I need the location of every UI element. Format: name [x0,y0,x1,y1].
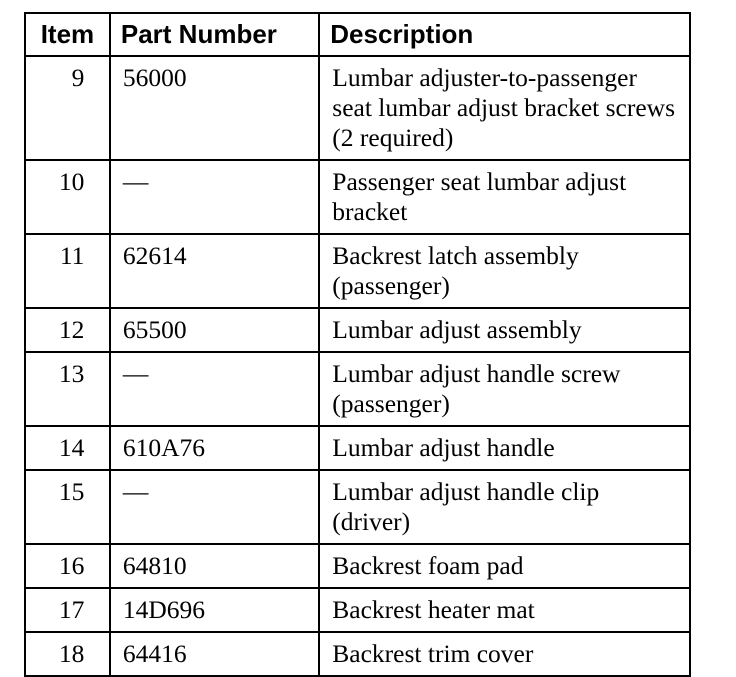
description-cell: Lumbar adjust handle [319,426,690,470]
description-cell: Lumbar adjust handle screw (passenger) [319,352,690,426]
item-number: 18 [58,639,85,668]
description-cell: Backrest trim cover [319,632,690,676]
part-number-cell: — [110,160,319,234]
column-header-description: Description [319,13,690,56]
item-cell [25,632,110,676]
table-row [25,56,690,160]
item-number: 13 [58,359,85,388]
table-row [25,632,690,676]
item-cell [25,160,110,234]
table-row [25,588,690,632]
item-number: 17 [58,595,85,624]
item-number: 14 [58,433,85,462]
table-row [25,470,690,544]
part-number-cell: — [110,352,319,426]
item-number: 12 [58,315,85,344]
description-cell: Lumbar adjust handle clip (driver) [319,470,690,544]
part-number-cell: 64810 [110,544,319,588]
item-number: 9 [71,63,85,92]
table-row [25,234,690,308]
part-number-cell: 14D696 [110,588,319,632]
part-number-cell: — [110,470,319,544]
parts-table [24,12,691,677]
part-number-cell: 56000 [110,56,319,160]
table-row [25,544,690,588]
description-cell: Lumbar adjuster-to-passenger seat lumbar adjust bracket screws (2 required) [319,56,690,160]
part-number-cell: 64416 [110,632,319,676]
part-number-cell: 610A76 [110,426,319,470]
part-number-cell: 65500 [110,308,319,352]
description-cell: Lumbar adjust assembly [319,308,690,352]
description-cell: Backrest foam pad [319,544,690,588]
item-cell [25,56,110,160]
column-header-item: Item [25,13,110,56]
item-number: 16 [58,551,85,580]
table-row [25,308,690,352]
description-cell: Backrest latch assembly (passenger) [319,234,690,308]
table-header-row [25,13,690,56]
item-number: 15 [58,477,85,506]
item-number: 11 [59,241,85,270]
table-row [25,160,690,234]
column-header-part-number: Part Number [110,13,319,56]
item-cell [25,588,110,632]
item-cell [25,470,110,544]
table-row [25,352,690,426]
item-cell [25,544,110,588]
part-number-cell: 62614 [110,234,319,308]
item-cell [25,234,110,308]
item-cell [25,352,110,426]
description-cell: Backrest heater mat [319,588,690,632]
item-cell [25,426,110,470]
item-number: 10 [58,167,85,196]
item-cell [25,308,110,352]
table-row [25,426,690,470]
description-cell: Passenger seat lumbar adjust bracket [319,160,690,234]
